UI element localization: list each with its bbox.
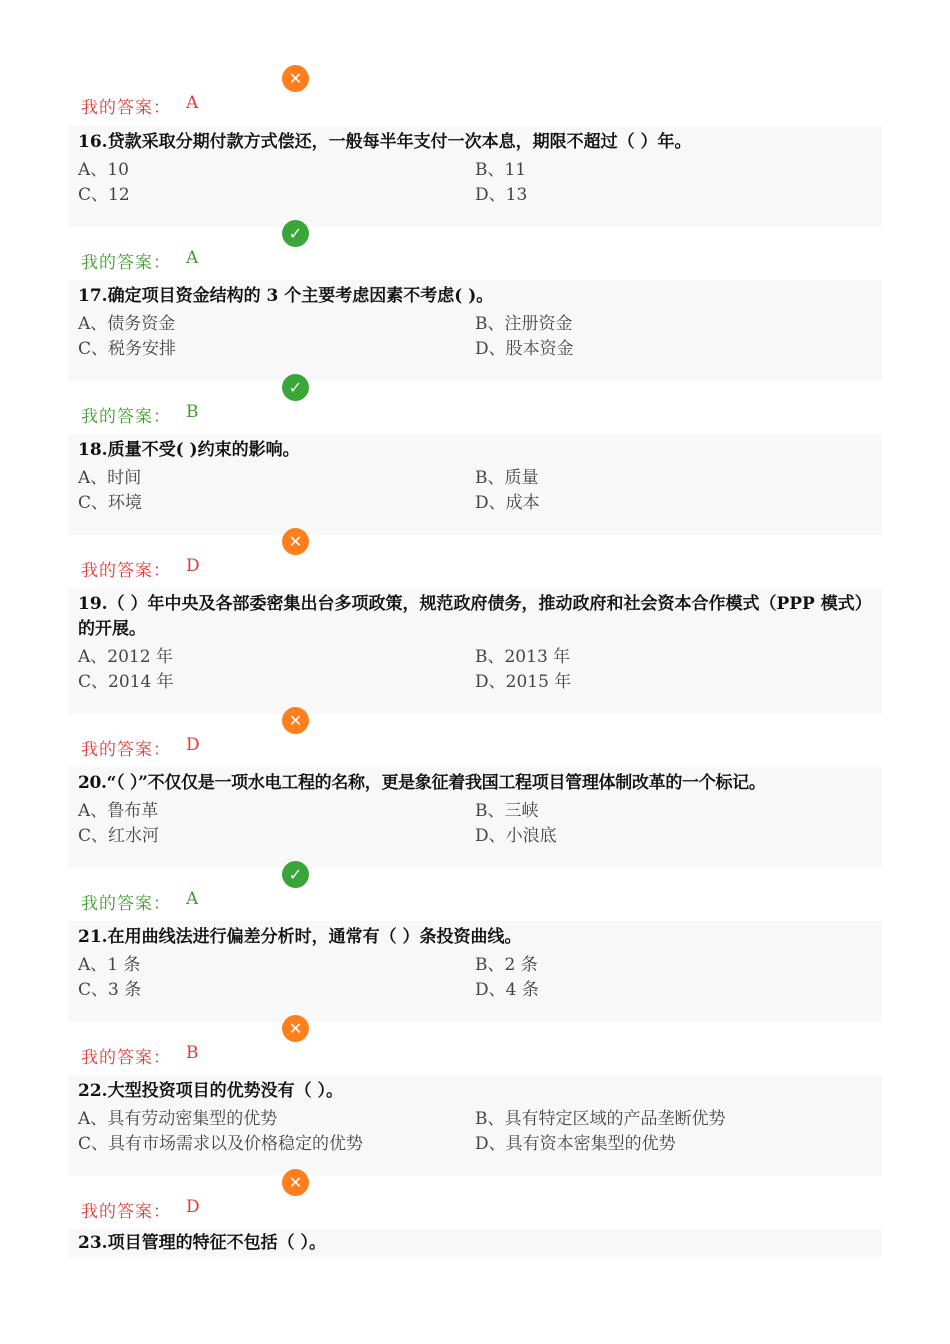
my-answer-label: 我的答案： — [81, 98, 171, 118]
option-b[interactable]: B、具有特定区域的产品垄断优势 — [475, 1109, 726, 1129]
question-21 — [68, 921, 882, 1022]
question-19 — [68, 588, 882, 714]
option-a[interactable]: A、具有劳动密集型的优势 — [78, 1109, 278, 1129]
my-answer-value: D — [186, 735, 200, 755]
my-answer-row — [81, 1019, 341, 1069]
option-d[interactable]: D、具有资本密集型的优势 — [475, 1134, 676, 1154]
option-b[interactable]: B、注册资金 — [475, 314, 573, 334]
check-icon: ✓ — [282, 374, 309, 401]
question-23 — [68, 1229, 882, 1257]
my-answer-value: A — [186, 248, 199, 268]
option-b[interactable]: B、11 — [475, 160, 527, 180]
my-answer-row — [81, 711, 341, 761]
my-answer-value: B — [186, 402, 199, 422]
my-answer-value: D — [186, 1197, 200, 1217]
cross-icon: ✕ — [282, 65, 309, 92]
question-title: 19.（ ）年中央及各部委密集出台多项政策，规范政府债务，推动政府和社会资本合作模式（PPP 模式）的开展。 — [78, 594, 872, 639]
question-title: 23.项目管理的特征不包括（ ）。 — [78, 1233, 326, 1253]
option-c[interactable]: C、2014 年 — [78, 672, 174, 692]
option-b[interactable]: B、2 条 — [475, 955, 538, 975]
cross-icon: ✕ — [282, 528, 309, 555]
option-c[interactable]: C、税务安排 — [78, 339, 177, 359]
option-a[interactable]: A、10 — [78, 160, 129, 180]
option-c[interactable]: C、环境 — [78, 493, 143, 513]
question-title: 18.质量不受( )约束的影响。 — [78, 440, 300, 460]
option-d[interactable]: D、4 条 — [475, 980, 539, 1000]
my-answer-row — [81, 224, 341, 274]
option-b[interactable]: B、2013 年 — [475, 647, 571, 667]
check-icon: ✓ — [282, 861, 309, 888]
option-b[interactable]: B、三峡 — [475, 801, 539, 821]
my-answer-label: 我的答案： — [81, 561, 171, 581]
my-answer-label: 我的答案： — [81, 1202, 171, 1222]
question-title: 21.在用曲线法进行偏差分析时，通常有（ ）条投资曲线。 — [78, 927, 522, 947]
my-answer-value: A — [186, 93, 199, 113]
my-answer-row — [81, 865, 341, 915]
option-a[interactable]: A、2012 年 — [78, 647, 173, 667]
question-title: 17.确定项目资金结构的 3 个主要考虑因素不考虑( )。 — [78, 286, 494, 306]
my-answer-row — [81, 532, 341, 582]
option-c[interactable]: C、3 条 — [78, 980, 142, 1000]
my-answer-row — [81, 1173, 341, 1223]
question-title: 16.贷款采取分期付款方式偿还，一般每半年支付一次本息，期限不超过（ ）年。 — [78, 132, 692, 152]
question-18 — [68, 434, 882, 535]
cross-icon: ✕ — [282, 707, 309, 734]
my-answer-label: 我的答案： — [81, 894, 171, 914]
option-a[interactable]: A、债务资金 — [78, 314, 176, 334]
option-d[interactable]: D、股本资金 — [475, 339, 574, 359]
option-c[interactable]: C、红水河 — [78, 826, 160, 846]
question-22 — [68, 1075, 882, 1176]
option-d[interactable]: D、成本 — [475, 493, 540, 513]
my-answer-label: 我的答案： — [81, 1048, 171, 1068]
my-answer-value: A — [186, 889, 199, 909]
option-d[interactable]: D、小浪底 — [475, 826, 557, 846]
check-icon: ✓ — [282, 220, 309, 247]
my-answer-row — [81, 69, 341, 119]
option-a[interactable]: A、时间 — [78, 468, 142, 488]
option-c[interactable]: C、具有市场需求以及价格稳定的优势 — [78, 1134, 364, 1154]
my-answer-row — [81, 378, 341, 428]
my-answer-value: D — [186, 556, 200, 576]
option-d[interactable]: D、13 — [475, 185, 528, 205]
my-answer-label: 我的答案： — [81, 253, 171, 273]
option-c[interactable]: C、12 — [78, 185, 130, 205]
cross-icon: ✕ — [282, 1015, 309, 1042]
question-16 — [68, 126, 882, 227]
question-17 — [68, 280, 882, 381]
option-a[interactable]: A、鲁布革 — [78, 801, 159, 821]
cross-icon: ✕ — [282, 1169, 309, 1196]
my-answer-value: B — [186, 1043, 199, 1063]
question-20 — [68, 767, 882, 868]
question-title: 22.大型投资项目的优势没有（ ）。 — [78, 1081, 343, 1101]
my-answer-label: 我的答案： — [81, 740, 171, 760]
option-d[interactable]: D、2015 年 — [475, 672, 572, 692]
my-answer-label: 我的答案： — [81, 407, 171, 427]
question-title: 20.“（ ）”不仅仅是一项水电工程的名称，更是象征着我国工程项目管理体制改革的一个标记。 — [78, 773, 766, 793]
option-b[interactable]: B、质量 — [475, 468, 539, 488]
option-a[interactable]: A、1 条 — [78, 955, 141, 975]
